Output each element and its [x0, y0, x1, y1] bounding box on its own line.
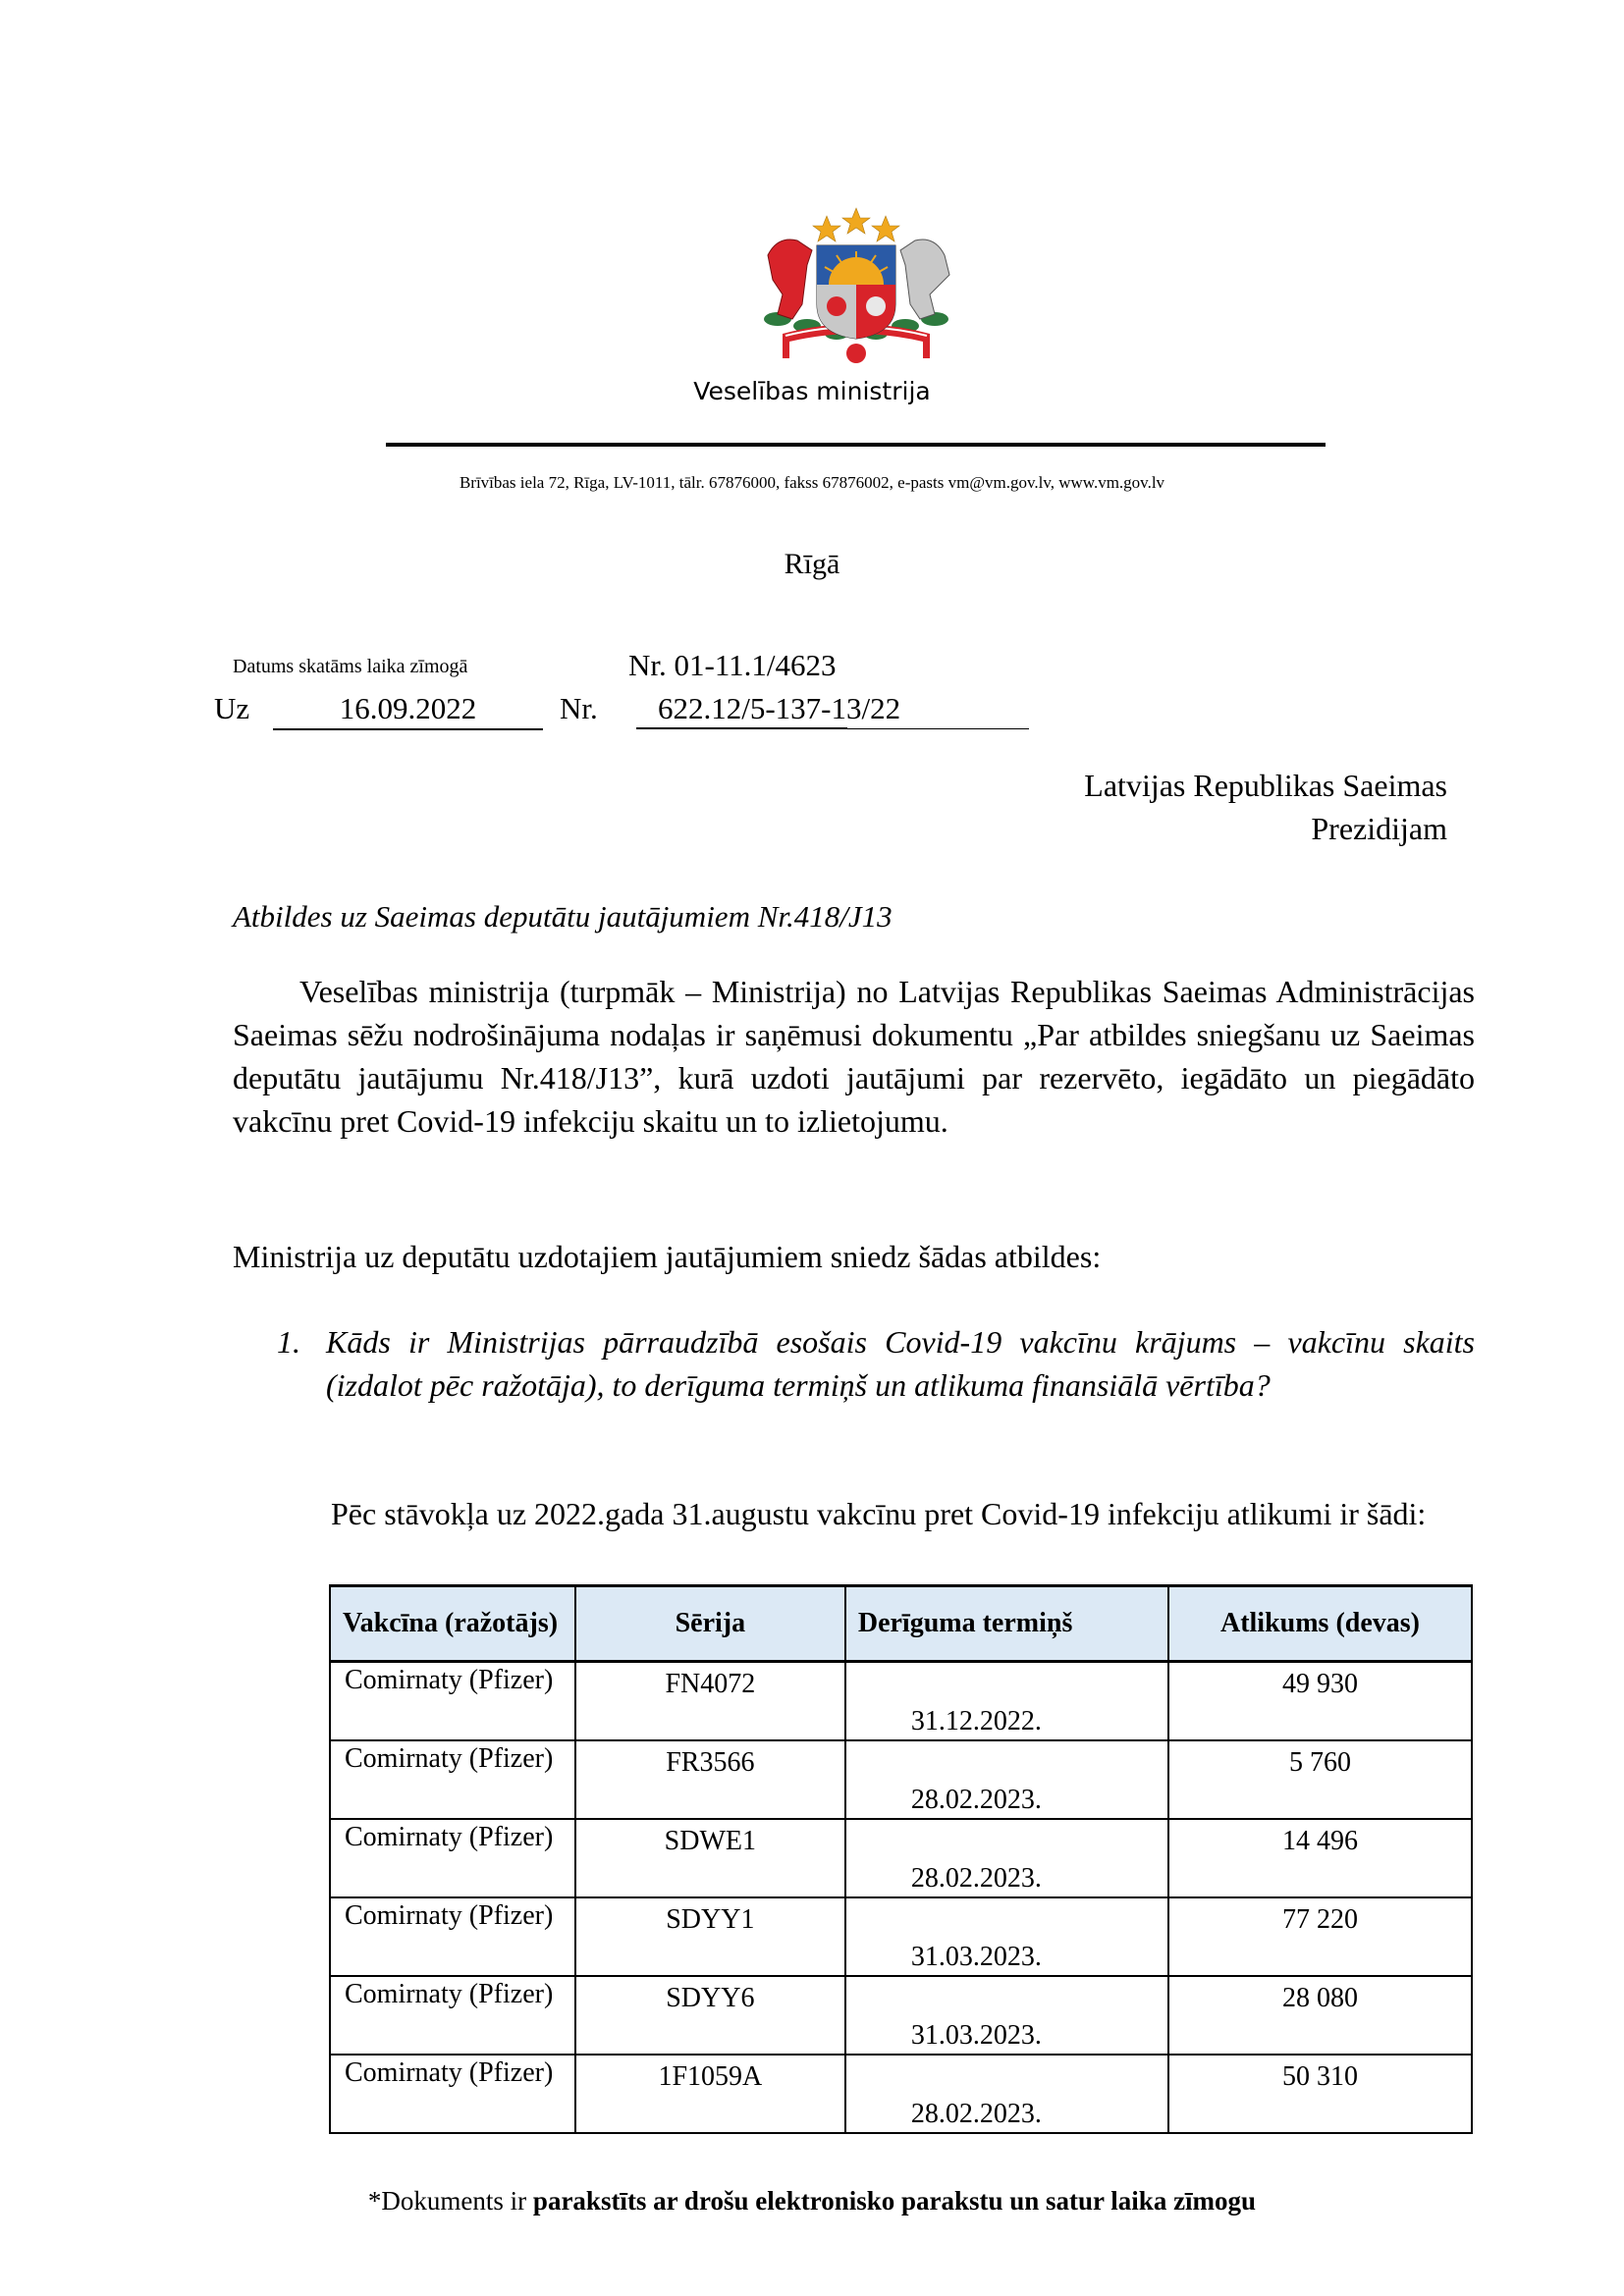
table-row — [330, 1740, 1472, 1819]
recipient-line-2: Prezidijam — [1311, 811, 1447, 846]
table-row — [330, 1819, 1472, 1897]
cell-expiry: 28.02.2023. — [845, 1740, 1168, 1819]
latvia-coat-of-arms-icon — [738, 196, 974, 373]
question-1 — [277, 1320, 1475, 1407]
question-text: Kāds ir Ministrijas pārraudzībā esošais Covid-19 vakcīnu krājums – vakcīnu skaits (izdalot pēc ražotāja), to derīguma termiņš un atlikuma finansiālā vērtība? — [326, 1324, 1475, 1403]
cell-expiry: 28.02.2023. — [845, 1819, 1168, 1897]
vaccine-stock-table — [329, 1584, 1473, 2134]
cell-vaccine: Comirnaty (Pfizer) — [330, 1897, 575, 1976]
recipient — [1084, 764, 1447, 850]
cell-series: FR3566 — [575, 1740, 845, 1819]
header-divider — [386, 443, 1326, 447]
city: Rīgā — [784, 548, 840, 580]
body-paragraph-1: Veselības ministrija (turpmāk – Ministrija) no Latvijas Republikas Saeimas Administrācijas Saeimas sēžu nodrošinājuma nodaļas ir saņēmusi dokumentu „Par atbildes sniegšanu uz Saeimas deputātu jautājumu Nr.418/J13”, kurā uzdoti jautājumi par rezervēto, iegādāto un piegādāto vakcīnu pret Covid-19 infekciju skaitu un to izlietojumu. — [233, 974, 1475, 1139]
reference-date: 16.09.2022 — [273, 691, 543, 730]
table-header-row — [330, 1586, 1472, 1662]
table-row — [330, 2055, 1472, 2133]
signature-note-bold: parakstīts ar drošu elektronisko parakstu un satur laika zīmogu — [532, 2186, 1257, 2216]
cell-expiry: 31.03.2023. — [845, 1897, 1168, 1976]
cell-doses: 14 496 — [1168, 1819, 1472, 1897]
ministry-address: Brīvības iela 72, Rīga, LV-1011, tālr. 67876000, fakss 67876002, e-pasts vm@vm.gov.lv, www.vm.gov.lv — [459, 473, 1165, 492]
header-doses: Atlikums (devas) — [1168, 1586, 1472, 1662]
cell-vaccine: Comirnaty (Pfizer) — [330, 1819, 575, 1897]
cell-expiry: 31.12.2022. — [845, 1662, 1168, 1741]
header-vaccine: Vakcīna (ražotājs) — [330, 1586, 575, 1662]
stock-intro: Pēc stāvokļa uz 2022.gada 31.augustu vakcīnu pret Covid-19 infekciju atlikumi ir šādi: — [331, 1496, 1427, 1531]
document-number: Nr. 01-11.1/4623 — [628, 648, 837, 682]
recipient-line-1: Latvijas Republikas Saeimas — [1084, 768, 1447, 803]
cell-vaccine: Comirnaty (Pfizer) — [330, 1740, 575, 1819]
cell-vaccine: Comirnaty (Pfizer) — [330, 2055, 575, 2133]
cell-doses: 5 760 — [1168, 1740, 1472, 1819]
cell-doses: 50 310 — [1168, 2055, 1472, 2133]
table-row — [330, 1897, 1472, 1976]
body-paragraph-2: Ministrija uz deputātu uzdotajiem jautājumiem sniedz šādas atbildes: — [233, 1239, 1102, 1274]
table-row — [330, 1976, 1472, 2055]
header-series: Sērija — [575, 1586, 845, 1662]
cell-series: SDWE1 — [575, 1819, 845, 1897]
table-row — [330, 1662, 1472, 1741]
cell-expiry: 31.03.2023. — [845, 1976, 1168, 2055]
cell-doses: 49 930 — [1168, 1662, 1472, 1741]
reference-line — [214, 691, 901, 726]
nr-label: Nr. — [560, 691, 598, 725]
cell-series: 1F1059A — [575, 2055, 845, 2133]
cell-series: SDYY6 — [575, 1976, 845, 2055]
question-number: 1. — [277, 1324, 300, 1360]
signature-note — [0, 2186, 1624, 2216]
reference-number: 622.12/5-137-13/22 — [636, 691, 1029, 729]
cell-series: FN4072 — [575, 1662, 845, 1741]
ministry-name: Veselības ministrija — [693, 377, 931, 405]
signature-note-prefix: *Dokuments ir — [367, 2186, 533, 2216]
cell-doses: 28 080 — [1168, 1976, 1472, 2055]
subject: Atbildes uz Saeimas deputātu jautājumiem Nr.418/J13 — [233, 899, 893, 934]
header-expiry: Derīguma termiņš — [845, 1586, 1168, 1662]
cell-series: SDYY1 — [575, 1897, 845, 1976]
cell-vaccine: Comirnaty (Pfizer) — [330, 1662, 575, 1741]
cell-expiry: 28.02.2023. — [845, 2055, 1168, 2133]
cell-vaccine: Comirnaty (Pfizer) — [330, 1976, 575, 2055]
date-note: Datums skatāms laika zīmogā — [233, 656, 468, 677]
cell-doses: 77 220 — [1168, 1897, 1472, 1976]
uz-label: Uz — [214, 691, 250, 725]
